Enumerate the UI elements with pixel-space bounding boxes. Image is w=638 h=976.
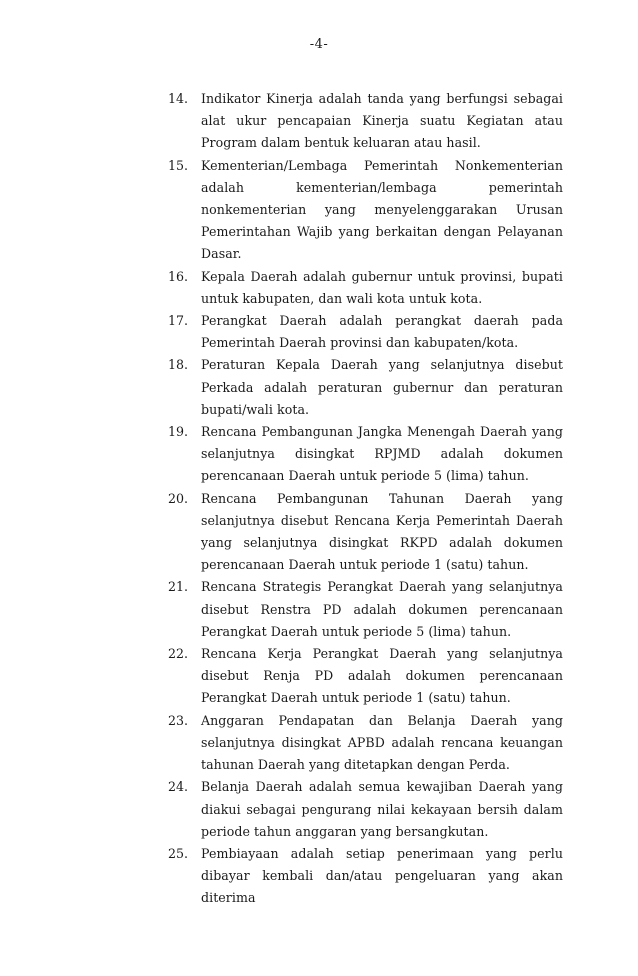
item-text: Rencana Pembangunan Tahunan Daerah yang selanjutnya disebut Rencana Kerja Pemerintah Daerah yang selanjutnya disingkat RKPD adalah dokumen perencanaan Daerah untuk periode 1 (satu) tahun. bbox=[201, 490, 563, 573]
item-number: 19. bbox=[168, 424, 189, 440]
page-number: -4- bbox=[309, 37, 329, 52]
item-number: 21. bbox=[168, 579, 189, 595]
item-number: 20. bbox=[168, 490, 189, 506]
list-item-15 bbox=[0, 155, 638, 266]
item-text: Kepala Daerah adalah gubernur untuk provinsi, bupati untuk kabupaten, dan wali kota untuk kota. bbox=[201, 268, 563, 306]
item-text: Indikator Kinerja adalah tanda yang berfungsi sebagai alat ukur pencapaian Kinerja suatu Kegiatan atau Program dalam bentuk keluaran atau hasil. bbox=[201, 91, 563, 151]
item-number: 14. bbox=[168, 91, 189, 106]
item-number: 22. bbox=[168, 646, 189, 662]
definition-list bbox=[0, 88, 638, 910]
item-number: 24. bbox=[168, 779, 189, 795]
list-item-22 bbox=[0, 643, 638, 710]
item-text: Peraturan Kepala Daerah yang selanjutnya disebut Perkada adalah peraturan gubernur dan peraturan bupati/wali kota. bbox=[201, 357, 563, 417]
list-item-18 bbox=[0, 354, 638, 421]
list-item-24 bbox=[0, 776, 638, 843]
list-item-16 bbox=[0, 266, 638, 310]
list-item-14 bbox=[0, 88, 638, 155]
list-item-17 bbox=[0, 310, 638, 354]
item-text: Kementerian/Lembaga Pemerintah Nonkementerian adalah kementerian/lembaga pemerintah nonkementerian yang menyelenggarakan Urusan Pemerintahan Wajib yang berkaitan dengan Pelayanan Dasar. bbox=[201, 157, 563, 262]
item-text: Pembiayaan adalah setiap penerimaan yang perlu dibayar kembali dan/atau pengeluaran yang akan diterima bbox=[201, 845, 563, 906]
item-number: 18. bbox=[168, 357, 189, 373]
item-text: Rencana Pembangunan Jangka Menengah Daerah yang selanjutnya disingkat RPJMD adalah dokumen perencanaan Daerah untuk periode 5 (lima) tahun. bbox=[201, 424, 563, 484]
item-number: 17. bbox=[168, 313, 189, 329]
list-item-19 bbox=[0, 421, 638, 488]
item-text: Rencana Kerja Perangkat Daerah yang selanjutnya disebut Renja PD adalah dokumen perencanaan Perangkat Daerah untuk periode 1 (satu) tahun. bbox=[201, 646, 563, 706]
list-item-25 bbox=[0, 843, 638, 910]
item-text: Belanja Daerah adalah semua kewajiban Daerah yang diakui sebagai pengurang nilai kekayaan bersih dalam periode tahun anggaran yang bersangkutan. bbox=[201, 779, 563, 839]
list-item-20 bbox=[0, 488, 638, 577]
item-text: Anggaran Pendapatan dan Belanja Daerah yang selanjutnya disingkat APBD adalah rencana keuangan tahunan Daerah yang ditetapkan dengan Perda. bbox=[201, 712, 563, 773]
list-item-21 bbox=[0, 576, 638, 643]
item-text: Rencana Strategis Perangkat Daerah yang selanjutnya disebut Renstra PD adalah dokumen perencanaan Perangkat Daerah untuk periode 5 (lima) tahun. bbox=[201, 579, 563, 639]
item-number: 16. bbox=[168, 268, 189, 284]
item-number: 23. bbox=[168, 712, 189, 728]
item-number: 15. bbox=[168, 157, 189, 173]
list-item-23 bbox=[0, 710, 638, 777]
item-number: 25. bbox=[168, 845, 189, 861]
item-text: Perangkat Daerah adalah perangkat daerah pada Pemerintah Daerah provinsi dan kabupaten/kota. bbox=[201, 313, 563, 351]
